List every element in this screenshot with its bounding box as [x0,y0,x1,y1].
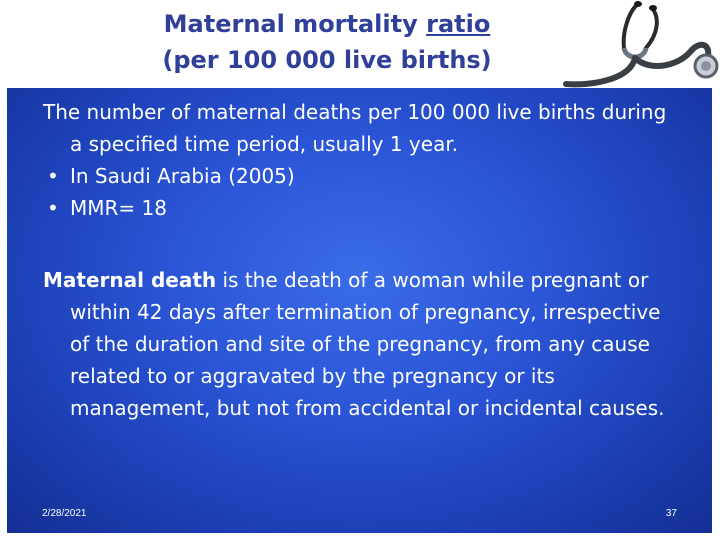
definition-text: The number of maternal deaths per 100 000 live births during a specified time period, usually 1 year. [43,100,667,156]
maternal-death-text: is the death of a woman while pregnant or within 42 days after termination of pregnancy, irrespective of the duration and site of the pregnancy, from any cause related to or aggravated by the pregnancy or its management, but not from accidental or incidental causes. [70,268,665,420]
maternal-death-definition [43,264,683,424]
footer-date: 2/28/2021 [42,508,87,519]
bullet-text: In Saudi Arabia (2005) [70,164,295,188]
bullet-dot: • [47,196,59,220]
title-underlined-word: ratio [426,10,491,38]
slide-title [92,6,562,78]
bullet-text: MMR= 18 [70,196,167,220]
title-area [0,0,720,88]
slide-body [43,96,683,424]
slide-number: 37 [665,508,677,519]
bullet-dot: • [47,164,59,188]
content-panel [7,88,712,533]
bullet-item [43,160,683,192]
maternal-death-term: Maternal death [43,268,217,292]
title-line-2: (per 100 000 live births) [162,46,492,74]
title-prefix: Maternal mortality [163,10,427,38]
title-line-1 [92,6,562,42]
bullet-item [43,192,683,224]
